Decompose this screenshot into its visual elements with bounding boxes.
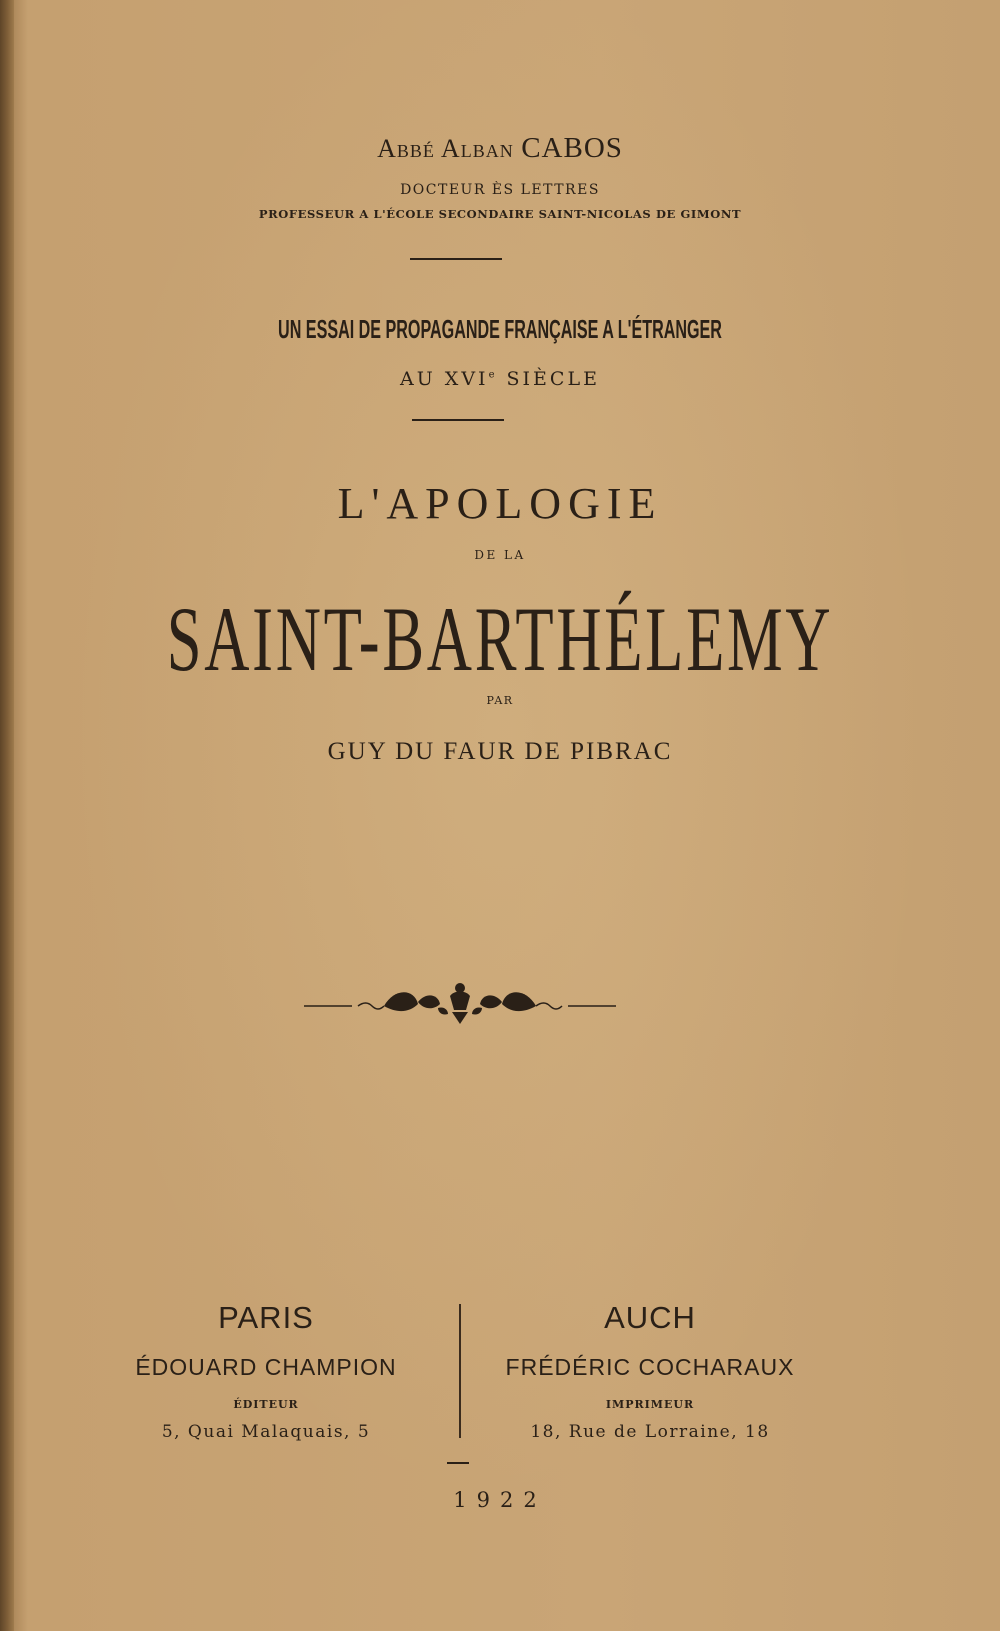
imprint-publisher-role: ÉDITEUR <box>233 1398 299 1411</box>
by-label: PAR <box>486 694 514 707</box>
fleuron-ornament-icon <box>300 978 620 1028</box>
imprint-paris <box>66 1300 466 1442</box>
imprint-publisher-name: ÉDOUARD CHAMPION <box>135 1354 397 1380</box>
main-title-apologie: L'APOLOGIE <box>337 479 663 528</box>
publication-year: 1922 <box>453 1488 547 1512</box>
imprint-publisher-address: 5, Quai Malaquais, 5 <box>161 1422 371 1442</box>
author-degree: DOCTEUR ÈS LETTRES <box>400 182 600 198</box>
main-title-de-la: DE LA <box>474 548 526 562</box>
imprint-printer-name: FRÉDÉRIC COCHARAUX <box>505 1354 795 1380</box>
century-suffix: SIÈCLE <box>497 368 600 390</box>
imprint-auch <box>450 1300 850 1442</box>
author-position: PROFESSEUR A L'ÉCOLE SECONDAIRE SAINT-NICOLAS DE GIMONT <box>258 207 742 221</box>
essay-title: UN ESSAI DE PROPAGANDE FRANÇAISE A L'ÉTRANGER <box>278 314 722 344</box>
divider-rule-3 <box>447 1462 469 1464</box>
main-title-saint-barthelemy: SAINT-BARTHÉLEMY <box>166 588 834 690</box>
century-superscript: e <box>488 369 498 381</box>
author-surname: CABOS <box>521 132 623 164</box>
imprint-city-paris: PARIS <box>218 1300 314 1335</box>
century-line <box>0 368 1000 390</box>
author-prefix: Abbé Alban <box>377 134 514 163</box>
imprint-printer-address: 18, Rue de Lorraine, 18 <box>530 1422 770 1442</box>
divider-rule-1 <box>410 258 502 260</box>
author-line <box>0 132 1000 165</box>
imprint-printer-role: IMPRIMEUR <box>605 1398 695 1411</box>
book-binding-edge <box>0 0 14 1631</box>
imprint-city-auch: AUCH <box>604 1300 696 1335</box>
century-prefix: AU XVI <box>400 368 489 390</box>
divider-rule-2 <box>412 419 504 421</box>
original-author: GUY DU FAUR DE PIBRAC <box>327 738 673 765</box>
